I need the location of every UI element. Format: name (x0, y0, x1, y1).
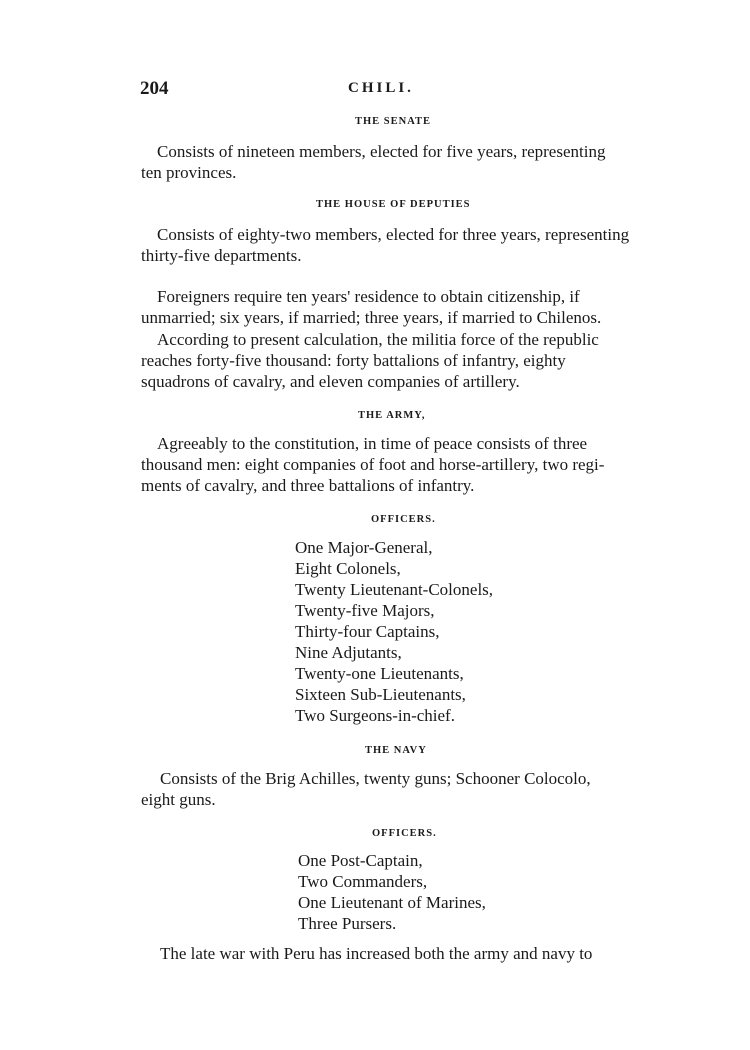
running-title: CHILI. (348, 80, 414, 96)
navy-text-line-2: eight guns. (141, 790, 216, 809)
senate-text-line-2: ten provinces. (141, 163, 237, 182)
army-officer-item: Sixteen Sub-Lieutenants, (295, 685, 466, 704)
army-officer-item: Twenty Lieutenant-Colonels, (295, 580, 494, 599)
army-heading: THE ARMY, (358, 410, 426, 421)
navy-officer-item: One Post-Captain, (298, 851, 423, 870)
house-heading: THE HOUSE OF DEPUTIES (316, 199, 471, 210)
closing-text-line-1: The late war with Peru has increased both the army and navy to (160, 944, 593, 963)
navy-officer-item: Two Commanders, (298, 872, 428, 891)
militia-text-line-2: reaches forty-five thousand: forty battalions of infantry, eighty (141, 351, 566, 370)
army-text-line-3: ments of cavalry, and three battalions of infantry. (141, 476, 475, 495)
army-officer-item: Thirty-four Captains, (295, 622, 440, 641)
navy-officers-heading: OFFICERS. (372, 828, 437, 839)
foreigners-text-line-1: Foreigners require ten years' residence to obtain citizenship, if (157, 287, 580, 306)
army-officer-item: Twenty-one Lieutenants, (295, 664, 464, 683)
army-officer-item: Twenty-five Majors, (295, 601, 435, 620)
senate-heading: THE SENATE (355, 116, 432, 127)
foreigners-text-line-2: unmarried; six years, if married; three years, if married to Chilenos. (141, 308, 602, 327)
army-officer-item: Two Surgeons-in-chief. (295, 706, 455, 725)
navy-officer-item: Three Pursers. (298, 914, 397, 933)
army-officer-item: Eight Colonels, (295, 559, 401, 578)
army-officer-item: Nine Adjutants, (295, 643, 402, 662)
senate-text-line-1: Consists of nineteen members, elected for five years, representing (157, 142, 606, 161)
house-text-line-2: thirty-five departments. (141, 246, 302, 265)
army-officer-item: One Major-General, (295, 538, 433, 557)
navy-text-line-1: Consists of the Brig Achilles, twenty guns; Schooner Colocolo, (160, 769, 591, 788)
militia-text-line-1: According to present calculation, the militia force of the republic (157, 330, 599, 349)
navy-heading: THE NAVY (365, 745, 427, 756)
army-officers-heading: OFFICERS. (371, 514, 436, 525)
militia-text-line-3: squadrons of cavalry, and eleven companies of artillery. (141, 372, 520, 391)
page-number: 204 (140, 78, 169, 99)
navy-officer-item: One Lieutenant of Marines, (298, 893, 486, 912)
army-text-line-1: Agreeably to the constitution, in time of peace consists of three (157, 434, 588, 453)
army-text-line-2: thousand men: eight companies of foot and horse-artillery, two regi- (141, 455, 605, 474)
house-text-line-1: Consists of eighty-two members, elected for three years, representing (157, 225, 630, 244)
